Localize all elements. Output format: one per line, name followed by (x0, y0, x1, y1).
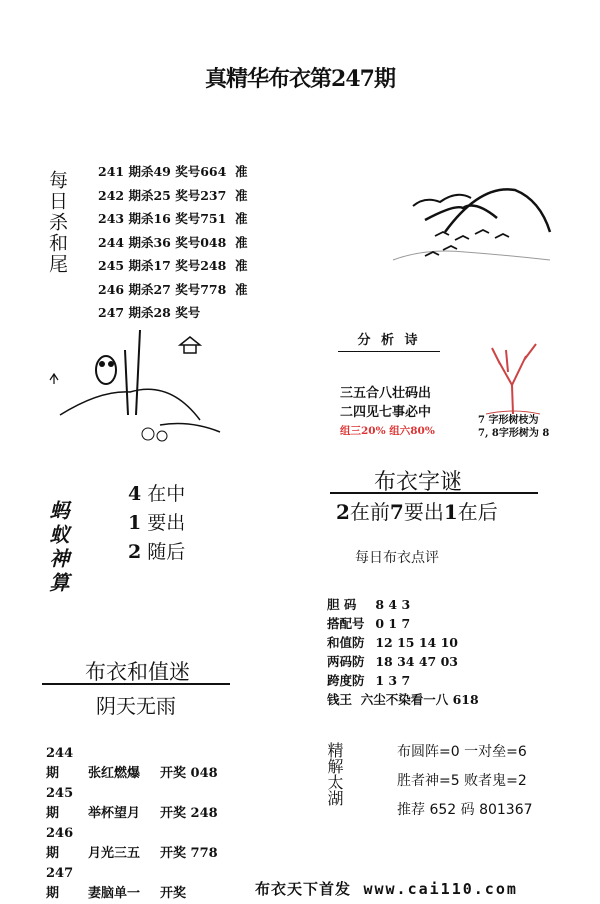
list-item: 247 期 妻脑单一 开奖 (46, 866, 187, 901)
review-list (327, 595, 479, 709)
list-item: 242 期杀25 奖号237 准 (98, 187, 248, 203)
solve-line-1: 布圆阵=0 一对垒=6 (397, 744, 527, 760)
footer-text: 布衣天下首发 (255, 880, 352, 898)
sum-riddle-title: 布衣和值迷 (85, 660, 190, 684)
solve-line-3: 推荐 652 码 801367 (397, 802, 533, 818)
footer (255, 878, 518, 899)
list-item: 243 期杀16 奖号751 准 (98, 211, 248, 226)
poem-heading: 分 析 诗 (338, 329, 440, 352)
list-item: 245 期杀17 奖号248 准 (98, 258, 248, 273)
list-item: 和值防 12 15 14 10 (327, 635, 458, 650)
list-item: 1 要出 (128, 512, 186, 534)
page-title: 真精华布衣第247期 (205, 66, 395, 92)
list-item: 搭配号 0 1 7 (327, 616, 411, 631)
list-item: 245 期 举杯望月 开奖 248 (46, 786, 218, 821)
owl-tree-sketch (40, 320, 230, 450)
period-list (46, 744, 218, 904)
mountain-sketch (385, 160, 555, 272)
riddle-title: 布衣字谜 (373, 470, 462, 495)
list-item: 钱王 六尘不染看一八 618 (327, 692, 479, 707)
solve-label: 精解太湖 (325, 742, 344, 806)
daily-kill-label: 每日杀和尾 (46, 170, 68, 275)
list-item: 2 随后 (128, 541, 186, 563)
shape-note (478, 414, 549, 440)
divider (330, 492, 538, 494)
list-item: 246 期杀27 奖号778 准 (98, 281, 248, 297)
solve-line-2: 胜者神=5 败者鬼=2 (397, 773, 527, 789)
shape-note-line-2: 7, 8字形树为 8 (478, 428, 550, 439)
footer-url[interactable]: www.cai110.com (363, 880, 518, 898)
list-item: 跨度防 1 3 7 (327, 673, 411, 688)
review-title: 每日布衣点评 (355, 550, 439, 566)
list-item: 246 期 月光三五 开奖 778 (46, 826, 218, 861)
solve-list (397, 738, 533, 825)
tree-sketch (478, 330, 548, 416)
divider (42, 683, 230, 685)
riddle-answer: 2在前7要出1在后 (336, 500, 498, 524)
poem-line-1: 三五合八壮码出 (340, 386, 432, 401)
ant-label: 蚂蚁神算 (46, 500, 70, 596)
list-item: 两码防 18 34 47 03 (327, 654, 458, 669)
poem-body (340, 384, 435, 441)
sum-riddle-answer: 阴天无雨 (96, 694, 176, 718)
list-item: 胆 码 8 4 3 (327, 597, 411, 612)
list-item: 247 期杀28 奖号 (98, 305, 201, 320)
poem-red-line: 组三20% 组六80% (340, 425, 435, 437)
list-item: 241 期杀49 奖号664 准 (98, 164, 248, 179)
daily-kill-list (98, 160, 248, 325)
poem-line-2: 二四见七事必中 (340, 405, 432, 420)
list-item: 244 期 张红燃爆 开奖 048 (46, 746, 218, 781)
list-item: 4 在中 (128, 483, 186, 505)
ant-list (128, 480, 185, 567)
shape-note-line-1: 7 字形树枝为 (478, 415, 539, 426)
list-item: 244 期杀36 奖号048 准 (98, 234, 248, 250)
